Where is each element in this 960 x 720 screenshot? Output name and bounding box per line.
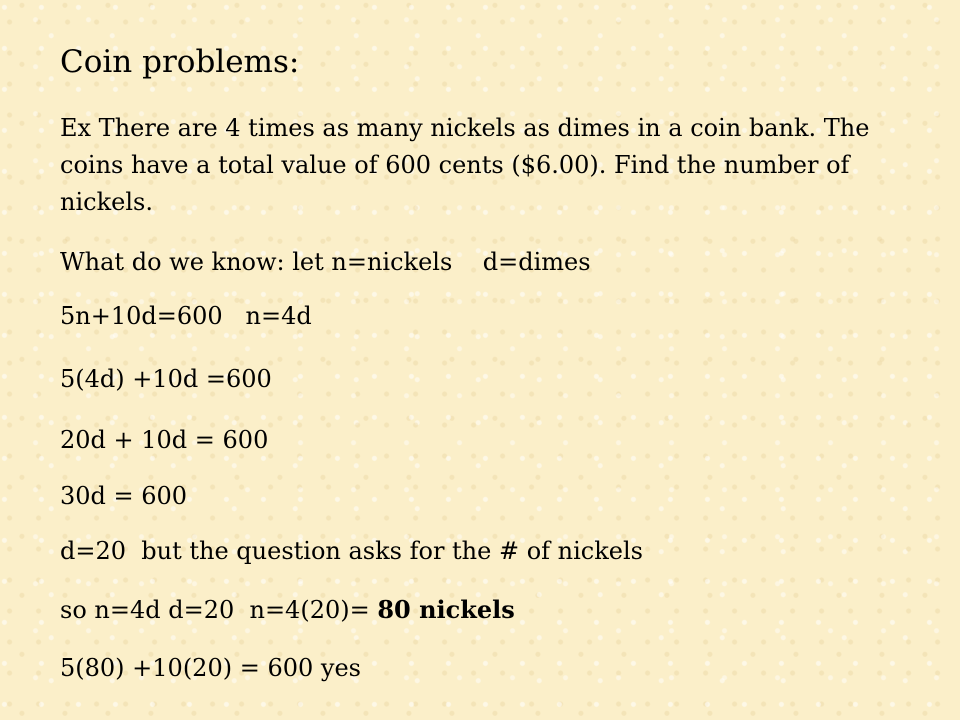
equation-step-1: 5n+10d=600 n=4d bbox=[60, 302, 312, 330]
slide-title: Coin problems: bbox=[60, 44, 300, 80]
equation-step-2: 5(4d) +10d =600 bbox=[60, 365, 272, 393]
what-we-know-line: What do we know: let n=nickels d=dimes bbox=[60, 248, 591, 276]
equation-step-4: 30d = 600 bbox=[60, 482, 188, 510]
equation-step-5: d=20 but the question asks for the # of nickels bbox=[60, 537, 643, 565]
answer-prefix: so n=4d d=20 n=4(20)= bbox=[60, 596, 378, 624]
check-line: 5(80) +10(20) = 600 yes bbox=[60, 654, 361, 682]
problem-statement: Ex There are 4 times as many nickels as dimes in a coin bank. The coins have a total value of 600 cents ($6.00). Find the number of nickels. bbox=[60, 114, 870, 216]
answer-highlight: 80 nickels bbox=[377, 595, 515, 624]
answer-line bbox=[60, 591, 920, 629]
equation-step-3: 20d + 10d = 600 bbox=[60, 426, 269, 454]
